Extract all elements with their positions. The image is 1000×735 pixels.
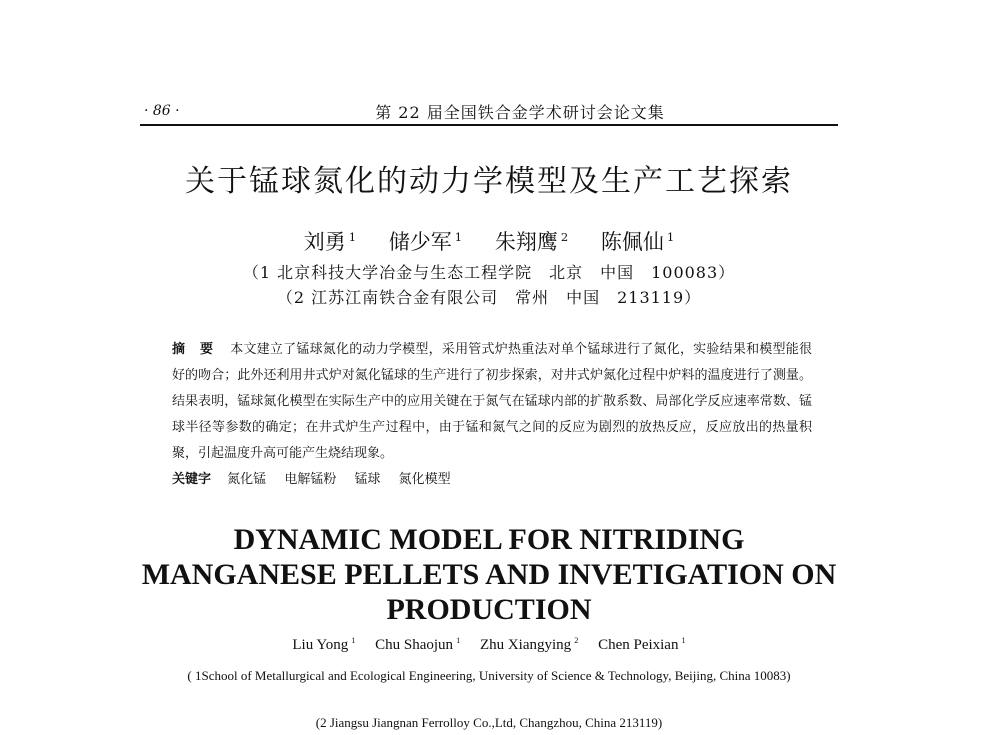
abstract-label: 摘 要 (172, 342, 219, 357)
chinese-author: 朱翔鹰 $^2$ (494, 230, 569, 254)
english-author: Chen Peixian $^1$ (598, 636, 686, 653)
proceedings-title: 第 22 届全国铁合金学术研讨会论文集 (375, 103, 665, 122)
english-author: Liu Yong $^1$ (292, 636, 356, 653)
chinese-authors (140, 226, 838, 256)
page-number: · 86 · (144, 103, 180, 119)
chinese-keywords (172, 468, 812, 487)
chinese-author: 陈佩仙 $^1$ (600, 230, 675, 254)
chinese-abstract (172, 337, 812, 467)
chinese-affiliation-1: （1 北京科技大学冶金与生态工程学院 北京 中国 100083） (242, 263, 736, 282)
chinese-author: 储少军 $^1$ (388, 230, 463, 254)
keyword: 锰球 (354, 472, 381, 487)
english-author: Zhu Xiangying $^2$ (479, 636, 579, 653)
chinese-author: 刘勇 $^1$ (303, 230, 357, 254)
chinese-affiliation-2: （2 江苏江南铁合金有限公司 常州 中国 213119） (276, 288, 702, 307)
keyword: 电解锰粉 (284, 472, 337, 487)
keywords-label: 关键字 (172, 472, 212, 487)
keyword: 氮化模型 (398, 472, 451, 487)
english-author: Chu Shaojun $^1$ (375, 636, 461, 653)
english-affiliation-1: ( 1School of Metallurgical and Ecological Engineering, University of Science & Technology, Beijing, China 10083) (187, 668, 791, 683)
chinese-title: 关于锰球氮化的动力学模型及生产工艺探索 (185, 164, 793, 199)
abstract-text: 本文建立了锰球氮化的动力学模型，采用管式炉热重法对单个锰球进行了氮化，实验结果和模型能很好的吻合；此外还利用井式炉对氮化锰球的生产进行了初步探索，对井式炉氮化过程中炉料的温度进行了测量。结果表明，锰球氮化模型在实际生产中的应用关键在于氮气在锰球内部的扩散系数、局部化学反应速率常数、锰球半径等参数的确定；在井式炉生产过程中，由于锰和氮气之间的反应为剧烈的放热反应，反应放出的热量积聚，引起温度升高可能产生烧结现象。 (172, 342, 812, 461)
header-rule (140, 124, 838, 126)
english-authors (140, 636, 838, 654)
english-affiliation-2: (2 Jiangsu Jiangnan Ferrolloy Co.,Ltd, Changzhou, China 213119) (315, 715, 663, 730)
keyword: 氮化锰 (227, 472, 267, 487)
english-title: DYNAMIC MODEL FOR NITRIDING MANGANESE PELLETS AND INVETIGATION ON PRODUCTION (141, 523, 837, 626)
